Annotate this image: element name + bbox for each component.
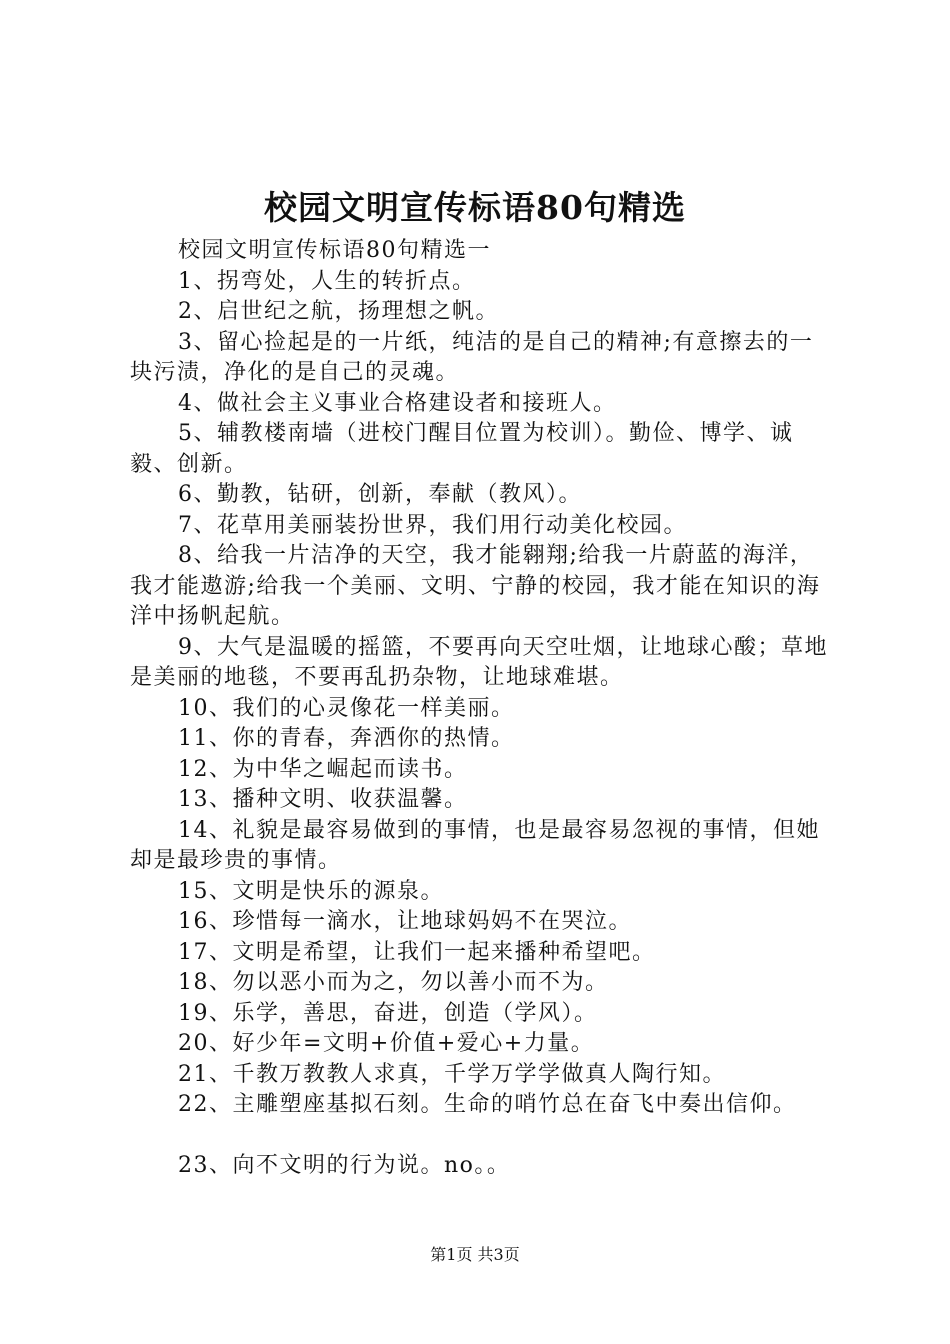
slogan-2: 2、启世纪之航，扬理想之帆。 <box>178 299 499 324</box>
slogan-18: 18、勿以恶小而为之，勿以善小而不为。 <box>178 970 609 995</box>
slogan-7: 7、花草用美丽装扮世界，我们用行动美化校园。 <box>178 512 687 538</box>
slogan-23: 23、向不文明的行为说。no。。 <box>178 1152 511 1178</box>
slogan-3: 3、留心捡起是的一片纸，纯洁的是自己的精神;有意擦去的一块污渍，净化的是自己的灵魂。 <box>130 329 814 385</box>
slogan-20: 20、好少年=文明+价值+爱心+力量。 <box>178 1031 595 1056</box>
slogan-8: 8、给我一片洁净的天空，我才能翱翔;给我一片蔚蓝的海洋，我才能遨游;给我一个美丽、文明、宁静的校园，我才能在知识的海洋中扬帆起航。 <box>130 543 821 629</box>
slogan-6: 6、勤教，钻研，创新，奉献（教风）。 <box>178 482 582 507</box>
slogan-5: 5、辅教楼南墙（进校门醒目位置为校训）。勤俭、博学、诚毅、创新。 <box>130 421 794 477</box>
slogan-10: 10、我们的心灵像花一样美丽。 <box>178 695 515 721</box>
slogan-13: 13、播种文明、收获温馨。 <box>178 787 468 812</box>
document-title: 校园文明宣传标语80句精选 <box>264 188 686 227</box>
slogan-1: 1、拐弯处，人生的转折点。 <box>178 268 476 294</box>
slogan-4: 4、做社会主义事业合格建设者和接班人。 <box>178 390 617 416</box>
slogan-11: 11、你的青春，奔洒你的热情。 <box>178 726 515 751</box>
slogan-21: 21、千教万教教人求真，千学万学学做真人陶行知。 <box>178 1061 726 1087</box>
paragraph-subtitle: 校园文明宣传标语80句精选一 <box>178 238 491 263</box>
document-body <box>130 236 834 1181</box>
slogan-14: 14、礼貌是最容易做到的事情，也是最容易忽视的事情，但她却是最珍贵的事情。 <box>130 817 820 873</box>
slogan-19: 19、乐学，善思，奋进，创造（学风）。 <box>178 1000 598 1026</box>
page-number-footer: 第1页 共3页 <box>430 1245 520 1264</box>
slogan-17: 17、文明是希望，让我们一起来播种希望吧。 <box>178 939 656 965</box>
slogan-9: 9、大气是温暖的摇篮，不要再向天空吐烟，让地球心酸；草地是美丽的地毯，不要再乱扔杂物，让地球难堪。 <box>130 634 828 690</box>
slogan-15: 15、文明是快乐的源泉。 <box>178 878 444 904</box>
slogan-22: 22、主雕塑座基拟石刻。生命的哨竹总在奋飞中奏出信仰。 <box>178 1092 797 1117</box>
slogan-12: 12、为中华之崛起而读书。 <box>178 756 468 782</box>
slogan-16: 16、珍惜每一滴水，让地球妈妈不在哭泣。 <box>178 909 632 934</box>
